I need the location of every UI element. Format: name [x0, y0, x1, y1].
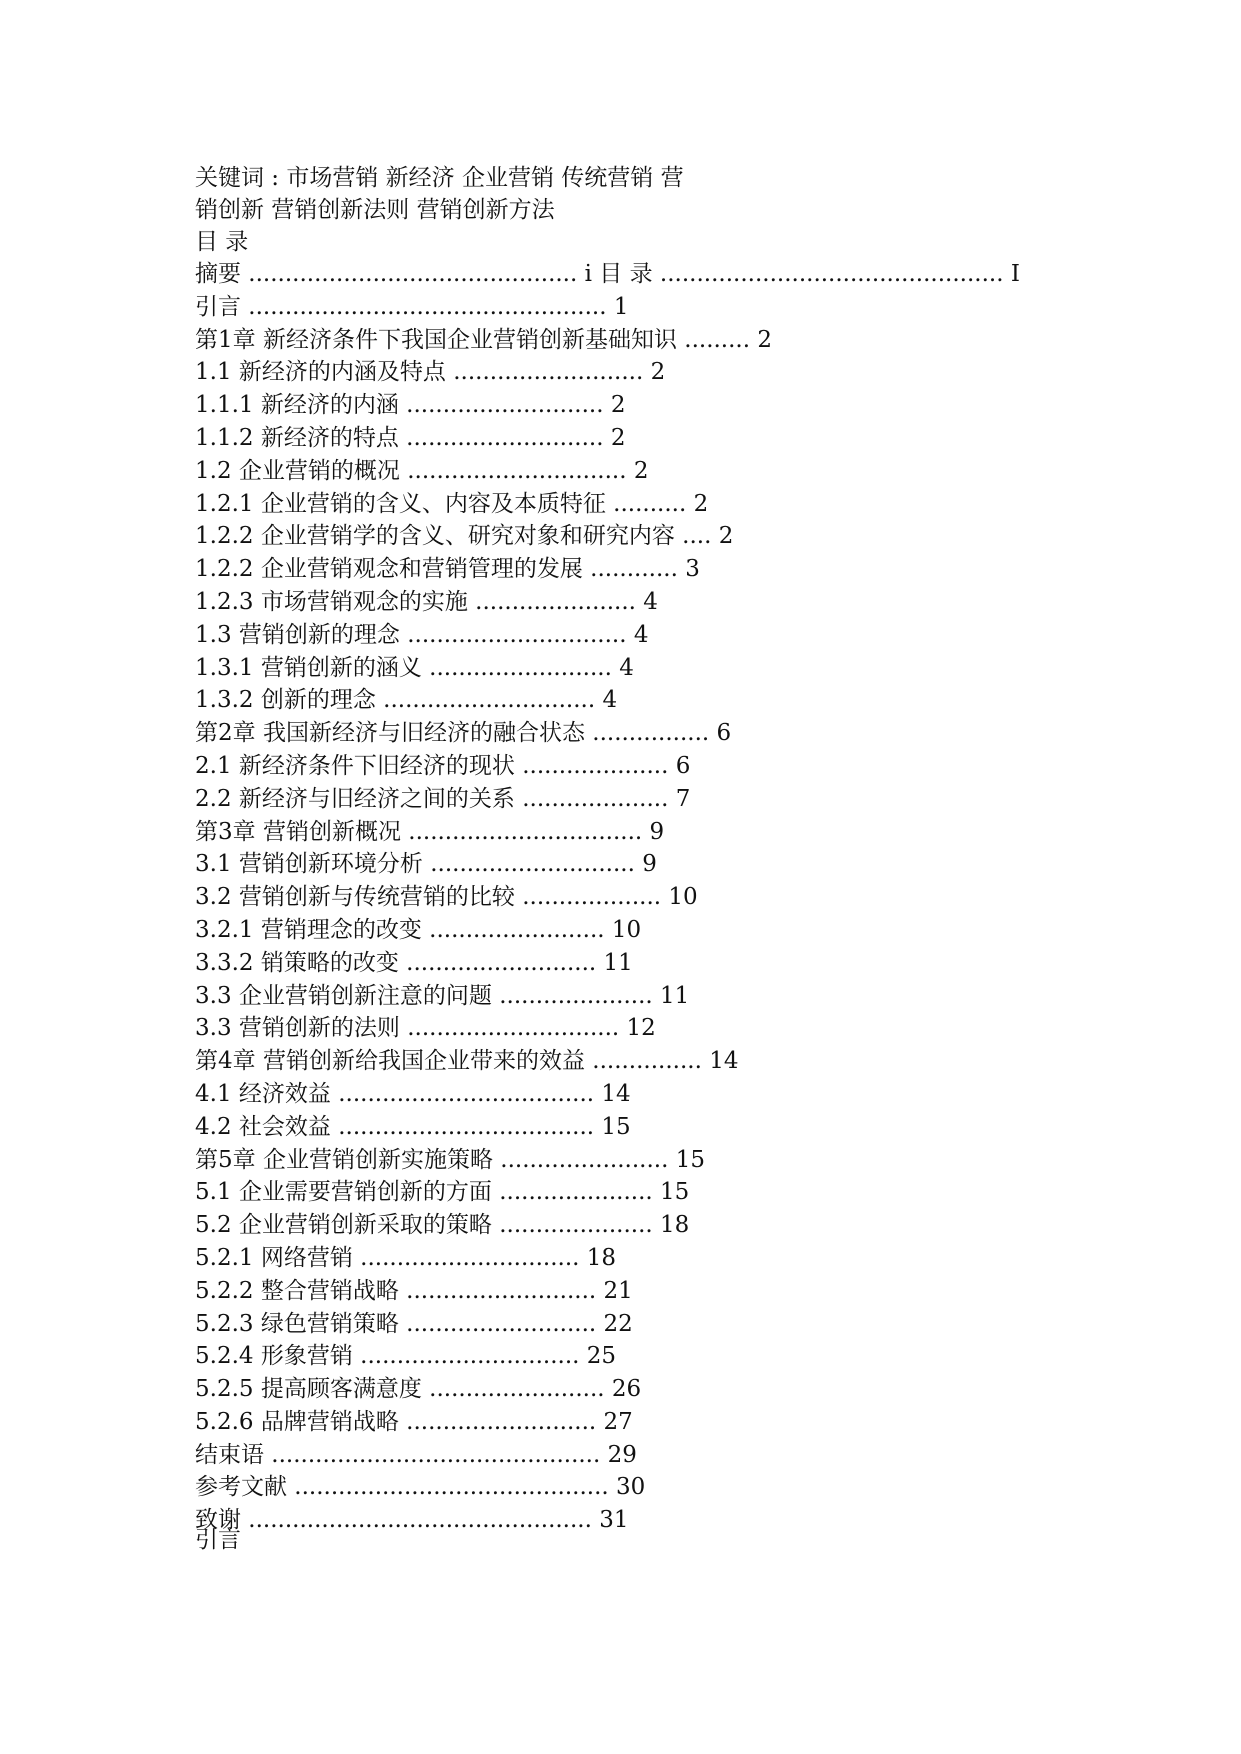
toc-entry: 第1章 新经济条件下我国企业营销创新基础知识 ......... 2 [195, 326, 772, 353]
toc-entry: 5.1 企业需要营销创新的方面 ..................... 15 [195, 1179, 690, 1206]
toc-entry: 1.2.2 企业营销观念和营销管理的发展 ............ 3 [195, 556, 700, 583]
toc-entry: 1.1.1 新经济的内涵 ........................... 2 [195, 392, 626, 419]
toc-entry: 1.1 新经济的内涵及特点 .......................... 2 [195, 359, 666, 386]
toc-entry: 3.3 营销创新的法则 ............................. 12 [195, 1015, 656, 1042]
toc-entry: 致谢 ............................................... 31 [195, 1507, 629, 1534]
toc-heading: 目 录 [195, 229, 249, 255]
toc-entry: 3.2.1 营销理念的改变 ........................ 10 [195, 916, 642, 943]
toc-entry: 1.2 企业营销的概况 .............................. 2 [195, 457, 649, 484]
toc-entry: 第3章 营销创新概况 ................................ 9 [195, 818, 665, 845]
toc-entry: 3.3 企业营销创新注意的问题 ..................... 11 [195, 982, 690, 1009]
toc-entry: 1.2.1 企业营销的含义、内容及本质特征 .......... 2 [195, 490, 709, 517]
toc-entry: 4.1 经济效益 ................................... 14 [195, 1080, 631, 1107]
toc-entry: 5.2.3 绿色营销策略 .......................... 22 [195, 1310, 633, 1337]
toc-entry: 5.2.2 整合营销战略 .......................... 21 [195, 1277, 633, 1304]
keywords-block [195, 162, 755, 226]
toc-entry: 参考文献 ........................................... 30 [195, 1474, 646, 1501]
toc-entry: 1.3 营销创新的理念 .............................. 4 [195, 621, 649, 648]
toc-entry: 3.1 营销创新环境分析 ............................ 9 [195, 851, 657, 878]
toc-entry: 5.2.5 提高顾客满意度 ........................ 26 [195, 1376, 642, 1403]
toc-entry: 3.2 营销创新与传统营销的比较 ................... 10 [195, 884, 698, 911]
toc-entry: 1.3.1 营销创新的涵义 ......................... 4 [195, 654, 634, 681]
toc-entry: 1.3.2 创新的理念 ............................. 4 [195, 687, 618, 714]
toc-entry: 结束语 ............................................. 29 [195, 1441, 637, 1468]
toc-entry: 4.2 社会效益 ................................... 15 [195, 1113, 631, 1140]
toc-entry: 2.1 新经济条件下旧经济的现状 .................... 6 [195, 752, 691, 779]
toc-entry: 3.3.2 销策略的改变 .......................... 11 [195, 949, 633, 976]
toc-entry: 2.2 新经济与旧经济之间的关系 .................... 7 [195, 785, 691, 812]
toc-entry: 5.2.1 网络营销 .............................. 18 [195, 1244, 617, 1271]
toc-entry: 5.2.6 品牌营销战略 .......................... 27 [195, 1408, 633, 1435]
section-heading-introduction: 引言 [195, 1527, 241, 1553]
toc-entry: 5.2 企业营销创新采取的策略 ..................... 18 [195, 1212, 690, 1239]
toc-entry: 1.2.2 企业营销学的含义、研究对象和研究内容 .... 2 [195, 523, 734, 550]
table-of-contents [195, 258, 1020, 1537]
toc-entry: 摘要 ............................................. i 目 录 ............................................... I [195, 261, 1020, 287]
keywords-line-2: 销创新 营销创新法则 营销创新方法 [195, 197, 555, 223]
toc-entry: 第4章 营销创新给我国企业带来的效益 ............... 14 [195, 1048, 739, 1075]
toc-entry: 第2章 我国新经济与旧经济的融合状态 ................ 6 [195, 720, 732, 747]
toc-entry: 1.1.2 新经济的特点 ........................... 2 [195, 424, 626, 451]
keywords-line-1: 关键词 : 市场营销 新经济 企业营销 传统营销 营 [195, 165, 684, 191]
toc-entry: 1.2.3 市场营销观念的实施 ...................... 4 [195, 588, 658, 615]
toc-entry: 引言 ................................................. 1 [195, 293, 629, 320]
toc-entry: 5.2.4 形象营销 .............................. 25 [195, 1343, 617, 1370]
toc-entry: 第5章 企业营销创新实施策略 ....................... 15 [195, 1146, 705, 1173]
